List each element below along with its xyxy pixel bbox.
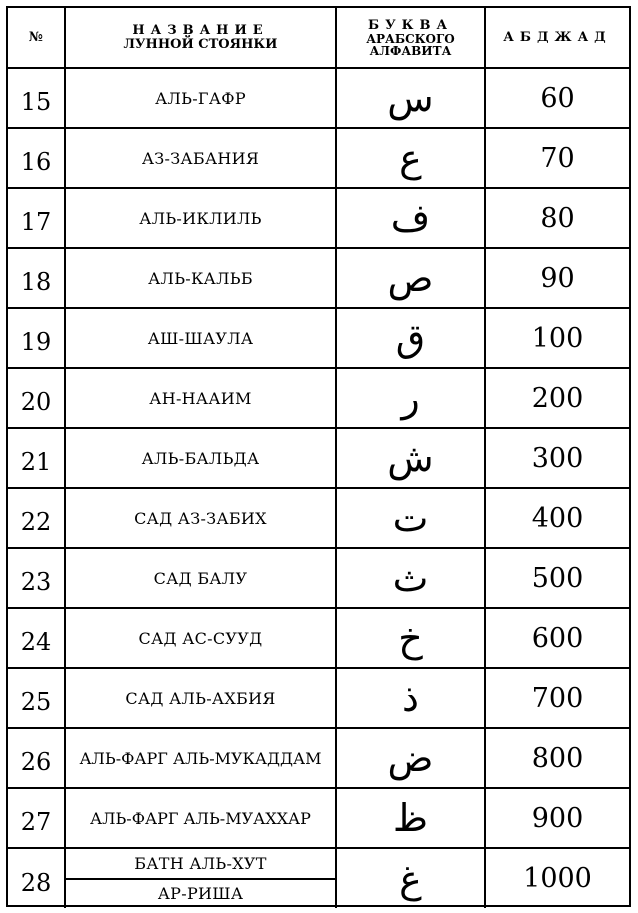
arabic-letter: ث <box>336 548 485 608</box>
header-arabic-letter <box>336 8 485 68</box>
arabic-letter: ر <box>336 368 485 428</box>
station-name: АЛЬ-КАЛЬБ <box>65 248 336 308</box>
header-station-name-line1: НАЗВАНИЕ <box>132 22 269 38</box>
table-row <box>8 668 629 728</box>
abjad-value: 800 <box>485 728 629 788</box>
table-row <box>8 188 629 248</box>
table-row <box>8 608 629 668</box>
table-row <box>8 128 629 188</box>
lunar-stations-table-frame <box>6 6 631 907</box>
abjad-value: 80 <box>485 188 629 248</box>
row-number: 25 <box>8 668 65 728</box>
table-header-row <box>8 8 629 68</box>
header-arabic-letter-line2: АРАБСКОГО <box>366 31 455 46</box>
table-row <box>8 788 629 848</box>
row-number: 19 <box>8 308 65 368</box>
abjad-value: 200 <box>485 368 629 428</box>
arabic-letter: خ <box>336 608 485 668</box>
abjad-value: 60 <box>485 68 629 128</box>
arabic-letter: ع <box>336 128 485 188</box>
row-number: 18 <box>8 248 65 308</box>
row-number: 28 <box>8 848 65 908</box>
station-name: САД АС-СУУД <box>65 608 336 668</box>
arabic-letter: ض <box>336 728 485 788</box>
table-row <box>8 68 629 128</box>
arabic-letter: ت <box>336 488 485 548</box>
header-abjad-label: АБДЖАД <box>503 29 612 45</box>
row-number: 26 <box>8 728 65 788</box>
station-name: АШ-ШАУЛА <box>65 308 336 368</box>
table-row <box>8 368 629 428</box>
abjad-value: 300 <box>485 428 629 488</box>
row-number: 24 <box>8 608 65 668</box>
header-station-name <box>65 8 336 68</box>
station-name: АН-НААИМ <box>65 368 336 428</box>
table-row <box>8 728 629 788</box>
abjad-value: 600 <box>485 608 629 668</box>
table-row <box>8 308 629 368</box>
station-name-alt: АР-РИША <box>157 884 244 904</box>
station-name-split <box>66 849 335 908</box>
station-name: БАТН АЛЬ-ХУТ <box>66 849 335 880</box>
lunar-stations-table <box>8 8 629 908</box>
station-name: АЗ-ЗАБАНИЯ <box>65 128 336 188</box>
abjad-value: 400 <box>485 488 629 548</box>
abjad-value: 1000 <box>485 848 629 908</box>
arabic-letter: ظ <box>336 788 485 848</box>
station-name: АЛЬ-ФАРГ АЛЬ-МУКАДДАМ <box>65 728 336 788</box>
arabic-letter: س <box>336 68 485 128</box>
abjad-value: 500 <box>485 548 629 608</box>
table-row <box>8 428 629 488</box>
header-num <box>8 8 65 68</box>
row-number: 20 <box>8 368 65 428</box>
arabic-letter: ش <box>336 428 485 488</box>
header-arabic-letter-line3: АЛФАВИТА <box>369 43 452 58</box>
row-number: 23 <box>8 548 65 608</box>
abjad-value: 90 <box>485 248 629 308</box>
header-arabic-letter-line1: БУКВА <box>367 17 454 33</box>
station-name: САД АЛЬ-АХБИЯ <box>65 668 336 728</box>
header-abjad <box>485 8 629 68</box>
row-number: 15 <box>8 68 65 128</box>
table-row <box>8 548 629 608</box>
arabic-letter: ف <box>336 188 485 248</box>
station-name: САД АЗ-ЗАБИХ <box>65 488 336 548</box>
station-name-split-cell <box>65 848 336 908</box>
row-number: 17 <box>8 188 65 248</box>
station-name: АЛЬ-ИКЛИЛЬ <box>65 188 336 248</box>
row-number: 27 <box>8 788 65 848</box>
arabic-letter: ص <box>336 248 485 308</box>
table-row <box>8 488 629 548</box>
station-name: АЛЬ-ГАФР <box>65 68 336 128</box>
station-name: АЛЬ-БАЛЬДА <box>65 428 336 488</box>
header-num-label: № <box>28 29 44 45</box>
row-number: 22 <box>8 488 65 548</box>
arabic-letter: ق <box>336 308 485 368</box>
row-number: 16 <box>8 128 65 188</box>
station-name: САД БАЛУ <box>65 548 336 608</box>
arabic-letter: غ <box>336 848 485 908</box>
arabic-letter: ذ <box>336 668 485 728</box>
abjad-value: 700 <box>485 668 629 728</box>
abjad-value: 70 <box>485 128 629 188</box>
station-name: АЛЬ-ФАРГ АЛЬ-МУАХХАР <box>65 788 336 848</box>
table-row <box>8 248 629 308</box>
abjad-value: 100 <box>485 308 629 368</box>
abjad-value: 900 <box>485 788 629 848</box>
header-station-name-line2: ЛУННОЙ СТОЯНКИ <box>123 36 278 52</box>
table-row <box>8 848 629 908</box>
row-number: 21 <box>8 428 65 488</box>
